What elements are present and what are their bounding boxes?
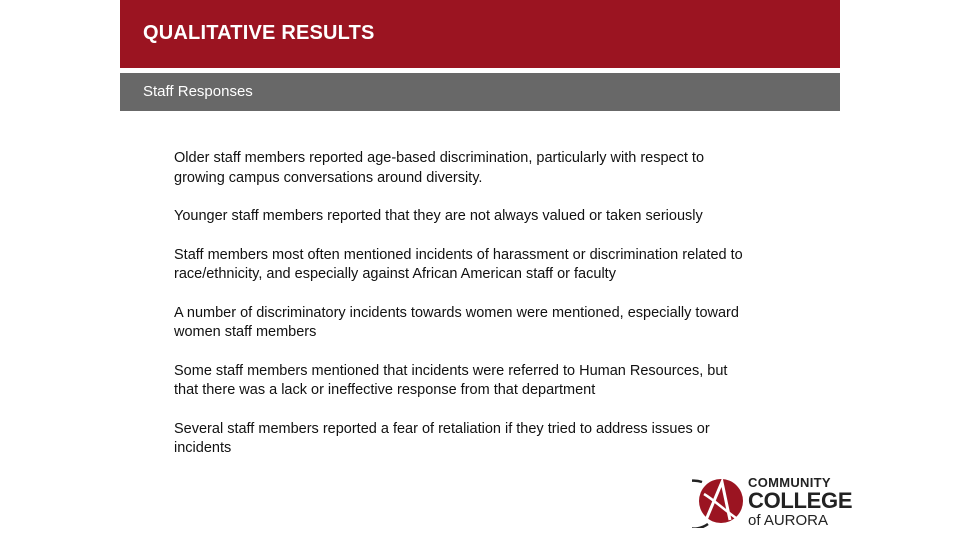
- logo-wordmark: [748, 476, 852, 528]
- slide-title: QUALITATIVE RESULTS: [143, 22, 375, 44]
- finding-item: Some staff members mentioned that incidents were referred to Human Resources, but that there was a lack or ineffective response from that department: [174, 362, 728, 398]
- slide-subtitle: Staff Responses: [143, 83, 253, 100]
- finding-item: Several staff members reported a fear of retaliation if they tried to address issues or incidents: [174, 420, 710, 456]
- findings-list: [174, 149, 744, 478]
- logo-line-2: COLLEGE: [748, 488, 853, 513]
- logo-line-3: of AURORA: [748, 512, 829, 529]
- finding-item: Older staff members reported age-based discrimination, particularly with respect to growing campus conversations around diversity.: [174, 150, 705, 186]
- finding-item: A number of discriminatory incidents towards women were mentioned, especially toward women staff members: [174, 304, 739, 340]
- title-bar: [120, 0, 840, 68]
- finding-item: Younger staff members reported that they are not always valued or taken seriously: [174, 208, 703, 224]
- college-logo: [692, 474, 853, 530]
- subtitle-bar: [120, 73, 840, 111]
- finding-item: Staff members most often mentioned incidents of harassment or discrimination related to race/ethnicity, and especially against African American staff or faculty: [174, 246, 743, 282]
- community-college-of-aurora-logo-icon: [692, 474, 746, 528]
- logo-line-1: COMMUNITY: [748, 475, 831, 490]
